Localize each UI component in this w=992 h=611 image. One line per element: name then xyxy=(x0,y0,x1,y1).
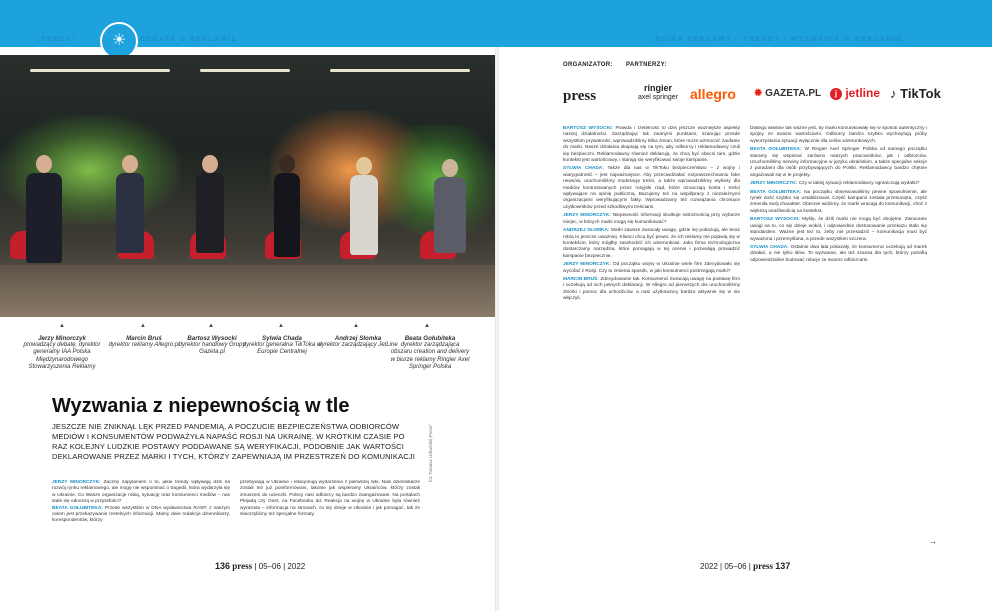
paragraph-text: Czy w takiej sytuacji reklamodawcy ograniczają wydatki? xyxy=(798,181,920,187)
paragraph-text: Prawda i rzetelność to dziś jeszcze ważniejsze aspekty naszej działalności. Zarządzając tak zwanymi punktami, szanując przede wszystkim prywatność, wprowadziliśmy kilka zmian, które może wzmocnić zaufanie do marki. Nasze działania skupiają się na tym, aby odbiorcy i reklamodawcy czuli się bezpieczni. Reklamodawcy również deklarują, że chcą być obecni tam, gdzie kontekst jest wartościowy, i starają się weryfikować swoje kampanie. xyxy=(563,126,740,164)
participant-caption xyxy=(390,335,470,371)
logo-press xyxy=(563,88,596,105)
logo-text: press xyxy=(563,88,597,104)
speaker-name: JERZY MINORCZYK: xyxy=(52,480,101,485)
participant-role: dyrektor zarządzająca obszaru creation and delivery w biurze reklamy Ringier Axel Springer Polska xyxy=(390,342,470,370)
participant-name: Beata Gołubiteka xyxy=(404,335,456,342)
speaker-name: JERZY MINORCZYK: xyxy=(750,181,798,187)
paragraph xyxy=(563,228,740,260)
paragraph-text: Zacznę zapytaniem o to, jakie trendy wpływają dziś na rozwój rynku reklamowego, ale mogę nie wspominać o tragedii, która wydarzyła się w Ukrainie. Co Wasze organizacje robią, sytuację oraz konsumenci mediów – nas stale się odnoszą w przyszłości? xyxy=(52,480,230,505)
paragraph-text: Niepewność informacji skutkuje ostrożnością przy wyborze miejsc, w których marki mogą się komunikować? xyxy=(563,213,740,225)
paragraph xyxy=(750,126,927,145)
participant-caption xyxy=(242,335,322,357)
partners-label: PARTNERZY: xyxy=(626,62,667,68)
ceiling-light xyxy=(200,69,290,72)
caption-arrow-icon: ▲ xyxy=(59,323,65,329)
paragraph xyxy=(240,480,420,518)
paragraph-text: Także dla nas w TikToku bezpieczeństwo – z wojny i wiarygodność – jest najważniejsze. Aby przeciwdziałać rozpowszechnianiu fake newsów, uruchomiliśmy moderację treści, a także wprowadziliśmy etykiety dla mediów kontrolowanych przez rosyjski rząd, które oznaczają konta i treści wpływające na opinię publiczną. Bazujemy też na współpracy z niezależnymi organizacjami weryfikującymi fakty. Wprowadzamy też rozwiązania chroniące użytkowników przed szkodliwymi treściami. xyxy=(563,166,740,210)
paragraph xyxy=(750,147,927,179)
participant-name: Sylwia Chada xyxy=(262,335,302,342)
organizer-label: ORGANIZATOR: xyxy=(563,62,613,68)
paragraph xyxy=(563,166,740,211)
logo-tiktok xyxy=(890,86,941,101)
participant-name: Marcin Bruś xyxy=(126,335,162,342)
photo-credit: fot. Tomasz Urbański/„Press” xyxy=(428,424,433,482)
paragraph-text: Od początku wojny w Ukrainie wiele firm zdecydowało się wycofać z Rosji. Czy to zmienia sposób, w jaki konsumenci postrzegają marki? xyxy=(563,262,740,274)
page-number: 136 xyxy=(215,561,231,571)
participant-name: Jerzy Minorczyk xyxy=(38,335,86,342)
paragraph-text: W Ringier Axel Springer Polska od samego początku staramy się wspierać zarówno naszych pracowników, jak i odbiorców. Uruchomiliśmy serwisy informacyjne w języku ukraińskim, a także specjalne sekcje z poradami dla osób przybywających do Polski. Reklamodawcy bardzo chętnie angażowali się w te projekty. xyxy=(750,147,927,178)
paragraph xyxy=(563,126,740,164)
participant-role: dyrektor generalna TikToka w Europie Centralnej xyxy=(242,342,322,356)
speaker-name: BEATA GOŁUBITEKA: xyxy=(52,505,103,511)
text-column-right-1 xyxy=(563,126,740,550)
paragraph-text: Marki zawsze zwracały uwagę, gdzie się pokazują, ale teraz robią to jeszcze uważniej. Klienci chcą być pewni, że ich reklamy nie pojawią się w kontekście, który mógłby zaszkodzić ich wizerunkowi. Jako firma technologiczna dostarczamy narzędzia, które pomagają w tej ocenie i pozwalają prowadzić kampanie bezpiecznie. xyxy=(563,228,740,259)
speaker-name: SYLWIA CHADA: xyxy=(563,166,604,172)
paragraph xyxy=(52,506,230,525)
section-label-right: BIURA REKLAMY – TRENDY I WYZWANIA W REKLAMIE xyxy=(655,36,903,43)
logo-text: GAZETA.PL xyxy=(765,88,822,99)
participant-role: dyrektor zarządzający JetLine xyxy=(318,342,398,349)
participant-caption xyxy=(318,335,398,349)
ceiling-light xyxy=(30,69,170,72)
text-column-right-2 xyxy=(750,126,927,550)
logo-jetline xyxy=(830,86,880,100)
paragraph xyxy=(563,277,740,303)
section-label-left-debate: DEBATA O REKLAMIE xyxy=(140,36,238,43)
caption-arrow-icon: ▲ xyxy=(208,323,214,329)
jetline-icon: j xyxy=(830,88,842,100)
page-number: 137 xyxy=(775,561,791,571)
speaker-name: BARTOSZ WYSOCKI: xyxy=(563,126,614,131)
speaker-name: JERZY MINORCZYK: xyxy=(563,213,611,219)
footer-issue: | 05–06 | 2022 xyxy=(254,562,306,571)
page-gutter xyxy=(495,47,499,611)
paragraph xyxy=(563,213,740,226)
speaker-name: SYLWIA CHADA: xyxy=(750,244,789,250)
speaker-name: MARCIN BRUŚ: xyxy=(563,276,599,282)
paragraph-text: Ostatnie dwa lata pokazały, że konsumenci oczekują od marek działań, a nie tylko słów. To wyzwanie, ale też szansa dla tych, którzy potrafią odpowiedzialnie budować relacje ze swoimi odbiorcami. xyxy=(750,244,927,263)
logo-ringier xyxy=(628,84,688,102)
participant-role: dyrektor reklamy Allegro.pl xyxy=(108,342,180,349)
logo-subtext: axel springer xyxy=(637,94,679,101)
logo-text: TikTok xyxy=(900,86,941,101)
debate-photo xyxy=(0,55,495,317)
caption-arrow-icon: ▲ xyxy=(140,323,146,329)
paragraph-text: Przede wszystkim w DNA wydawnictwa RASP, z naszym celem jest przekazywanie rzetelnych informacji. Mamy dwie redakcje dziennikarzy, korespondentów, którzy xyxy=(52,505,230,524)
participant-role: dyrektor handlowy Grupy Gazeta.pl xyxy=(178,342,246,356)
paragraph xyxy=(750,245,927,264)
logo-allegro xyxy=(690,86,736,102)
participant-caption xyxy=(22,335,102,371)
paragraph-text: Zdecydowanie tak. Konsumenci zwracają uwagę na postawę firm i oczekują od nich jasnych deklaracji. W Allegro od pierwszych dni uruchomiliśmy zbiórki i pomoc dla uchodźców, a nasi użytkownicy bardzo aktywnie się w nie włączyli. xyxy=(563,276,740,302)
footer-left xyxy=(215,561,305,571)
participant-caption xyxy=(172,335,252,357)
footer-brand: press xyxy=(753,561,773,571)
section-label-left-press: „PRESS” xyxy=(36,36,77,43)
paragraph xyxy=(750,181,927,187)
logo-gazeta xyxy=(754,88,821,99)
caption-arrow-icon: ▲ xyxy=(353,323,359,329)
ceiling-light xyxy=(330,69,470,72)
text-column-left-2 xyxy=(240,480,420,544)
lightbulb-icon: ☀ xyxy=(100,22,138,60)
participant-name: Andrzej Słomka xyxy=(334,335,382,342)
paragraph-text: Na początku obserwowaliśmy pewne spowolnienie, ale rynek dość szybko się ustabilizował. Część kampanii została przesunięta, część zmieniła swój charakter. Obecnie widzimy, że marki wracają do komunikacji, choć z większą wrażliwością na kontekst. xyxy=(750,189,927,214)
floor xyxy=(0,265,495,317)
text-column-left-1 xyxy=(52,480,230,544)
paragraph xyxy=(563,262,740,275)
paragraph-text: Myślę, że dziś marki nie mogą być obojętne. Zwracanie uwagi na to, co się dzieje wokół, i odpowiednie dostosowanie przekazu stało się standardem. Ważne jest też to, żeby nie przesadzić – komunikacja musi być wyważona i przemyślana, a przede wszystkim szczera. xyxy=(750,217,927,242)
caption-arrow-icon: ▲ xyxy=(424,323,430,329)
speaker-name: BEATA GOŁUBITEKA: xyxy=(750,189,802,195)
participant-role: prowadzący debatę, dyrektor generalny IAA Polska Międzynarodowego Stowarzyszenia Reklamy xyxy=(23,342,101,370)
continue-arrow-icon: → xyxy=(929,537,937,546)
paragraph xyxy=(750,190,927,216)
paragraph xyxy=(52,480,230,506)
speaker-name: ANDRZEJ SŁOMKA: xyxy=(563,228,610,234)
footer-issue: 2022 | 05–06 | xyxy=(700,562,751,571)
paragraph xyxy=(750,217,927,243)
speaker-name: JERZY MINORCZYK: xyxy=(563,262,611,268)
caption-arrow-icon: ▲ xyxy=(278,323,284,329)
speaker-name: BARTOSZ WYSOCKI: xyxy=(750,217,800,223)
paragraph-text: przebywają w Ukrainie i relacjonują wydarzenia z pierwszej ręki. Nasi dziennikarze zostali też już poinformowani, lakonie jak wspieramy Ukraińców, którzy zostali zmuszeni do ucieczki. Polscy nasi odbiorcy są bardzo zaangażowani. Na portalach Plejadą czy Onet, na Facebooku itd. Reakcja na wojnę w Ukrainie była również wyrazista – informacja na stronach, co się dzieje w Ukrainie i jak pomagać, tak że stworzyliśmy też specjalne formaty. xyxy=(240,480,420,518)
paragraph-text: Dlatego właśnie tak ważne jest, by marki komunikowały się w sposób autentyczny i spójny ze swoimi wartościami. Odbiorcy bardzo szybko wychwytują próby wykorzystania sytuacji wyłącznie dla celów wizerunkowych. xyxy=(750,126,927,144)
gazeta-icon: ✹ xyxy=(754,88,763,99)
tiktok-icon: ♪ xyxy=(890,86,897,101)
participant-name: Bartosz Wysocki xyxy=(187,335,237,342)
article-headline: Wyzwania z niepewnością w tle xyxy=(52,395,350,417)
article-lead: JESZCZE NIE ZNIKNĄŁ LĘK PRZED PANDEMIĄ, A POCZUCIE BEZPIECZEŃSTWA ODBIORCÓW MEDIÓW I KONSUMENTÓW PODWAŻYŁA NAPAŚĆ ROSJI NA UKRAINĘ. W KRÓTKIM CZASIE PO RAZ KOLEJNY LUDZKIE POSTAWY PODDAWANE SĄ WERYFIKACJI, PODOBNIE JAK WARTOŚCI DEKLAROWANE PRZEZ MARKI I TYCH, KTÓRZY ZAPEWNIAJĄ IM PRZESTRZEŃ DO KOMUNIKACJI xyxy=(52,422,415,461)
speaker-name: BEATA GOŁUBITEKA: xyxy=(750,147,802,153)
logo-text: allegro xyxy=(690,86,736,102)
logo-text: jetline xyxy=(845,86,881,100)
footer-brand: press xyxy=(232,561,253,571)
logo-text: ringier xyxy=(643,83,672,93)
footer-right xyxy=(700,561,790,571)
